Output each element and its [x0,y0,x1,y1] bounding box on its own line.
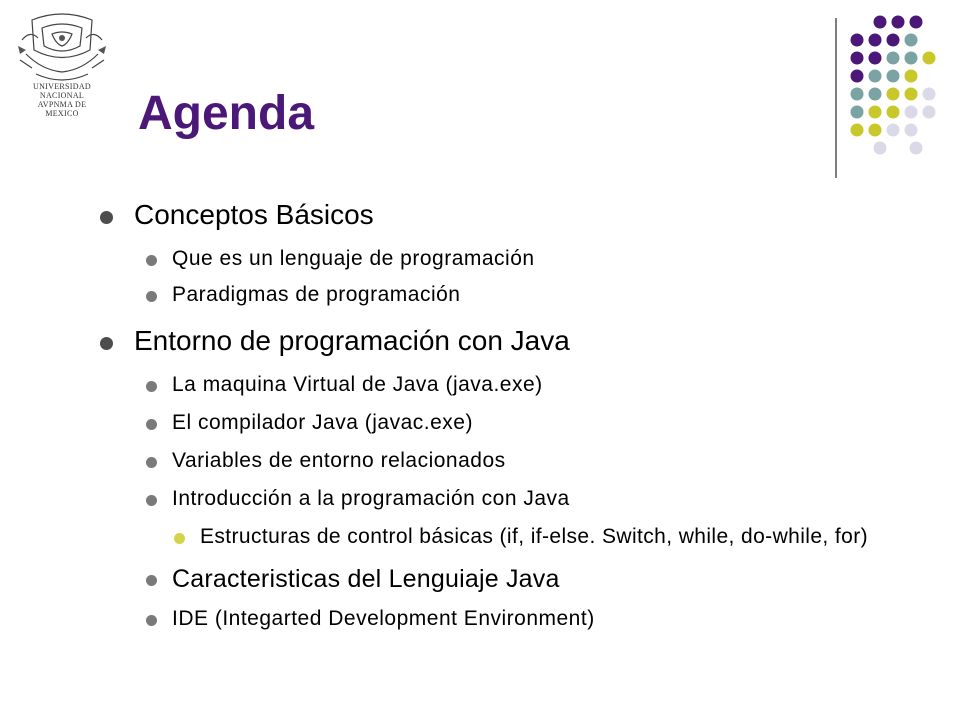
outline-item-level-2 [100,246,940,272]
outline-item-text: La maquina Virtual de Java (java.exe) [172,373,543,396]
decorative-dot [869,88,882,101]
decorative-dot [905,88,918,101]
decorative-dot [910,16,923,29]
bullet-icon [146,615,157,626]
slide-title: Agenda [138,87,315,140]
decorative-dot [905,70,918,83]
outline-item-text: Conceptos Básicos [134,199,374,230]
dot-group [851,16,936,155]
seal-line: UNIVERSIDAD NACIONAL [33,82,91,100]
agenda-outline [100,198,940,632]
outline-item-text: Paradigmas de programación [172,283,461,306]
decorative-dot [910,142,923,155]
outline-item-level-2 [100,448,940,474]
bullet-icon [146,495,157,506]
decorative-dot [905,124,918,137]
decorative-dot [869,34,882,47]
outline-item-level-1 [100,324,940,358]
outline-item-text: Variables de entorno relacionados [172,449,506,472]
outline-item-level-2 [100,410,940,436]
outline-item-level-2 [100,282,940,308]
bullet-icon [100,211,113,224]
decorative-dot [905,106,918,119]
outline-item-text: Entorno de programación con Java [134,325,570,356]
decorative-dot [923,106,936,119]
outline-item-text: Introducción a la programación con Java [172,487,570,510]
bullet-icon [146,291,157,302]
decorative-dot [887,52,900,65]
decorative-dot [851,34,864,47]
decorative-dot [887,70,900,83]
decorative-dot [887,124,900,137]
seal-line: MEXICO [45,109,79,118]
decorative-dot [892,16,905,29]
outline-item-level-2 [100,372,940,398]
outline-item-text: Que es un lenguaje de programación [172,247,535,270]
bullet-icon [146,255,157,266]
outline-item-text: Estructuras de control básicas (if, if-else. Switch, while, do-while, for) [200,525,868,548]
outline-item-level-1 [100,198,940,232]
bullet-icon [174,533,185,544]
bullet-icon [146,575,157,586]
decorative-dot [905,52,918,65]
decorative-dot [874,142,887,155]
decorative-dot-grid [0,0,960,200]
outline-item-text: El compilador Java (javac.exe) [172,411,473,434]
decorative-dot [887,106,900,119]
bullet-icon [100,337,113,350]
decorative-dot [851,106,864,119]
outline-item-text: Caracteristicas del Lenguiaje Java [172,565,560,593]
bullet-icon [146,457,157,468]
outline-item-level-2 [100,606,940,632]
seal-line: AVPNMA DE [37,100,87,109]
decorative-dot [905,34,918,47]
decorative-dot [851,124,864,137]
decorative-dot [887,34,900,47]
decorative-dot [869,52,882,65]
decorative-dot [851,52,864,65]
outline-item-text: IDE (Integarted Development Environment) [172,607,595,630]
decorative-dot [874,16,887,29]
bullet-icon [146,419,157,430]
decorative-dot [869,106,882,119]
outline-item-level-3 [100,524,940,550]
outline-item-level-2 [100,564,940,594]
bullet-icon [146,381,157,392]
outline-item-level-2 [100,486,940,512]
decorative-dot [923,88,936,101]
decorative-dot [851,70,864,83]
decorative-dot [869,70,882,83]
decorative-dot [887,88,900,101]
decorative-dot [923,52,936,65]
decorative-dot [869,124,882,137]
decorative-dot [851,88,864,101]
